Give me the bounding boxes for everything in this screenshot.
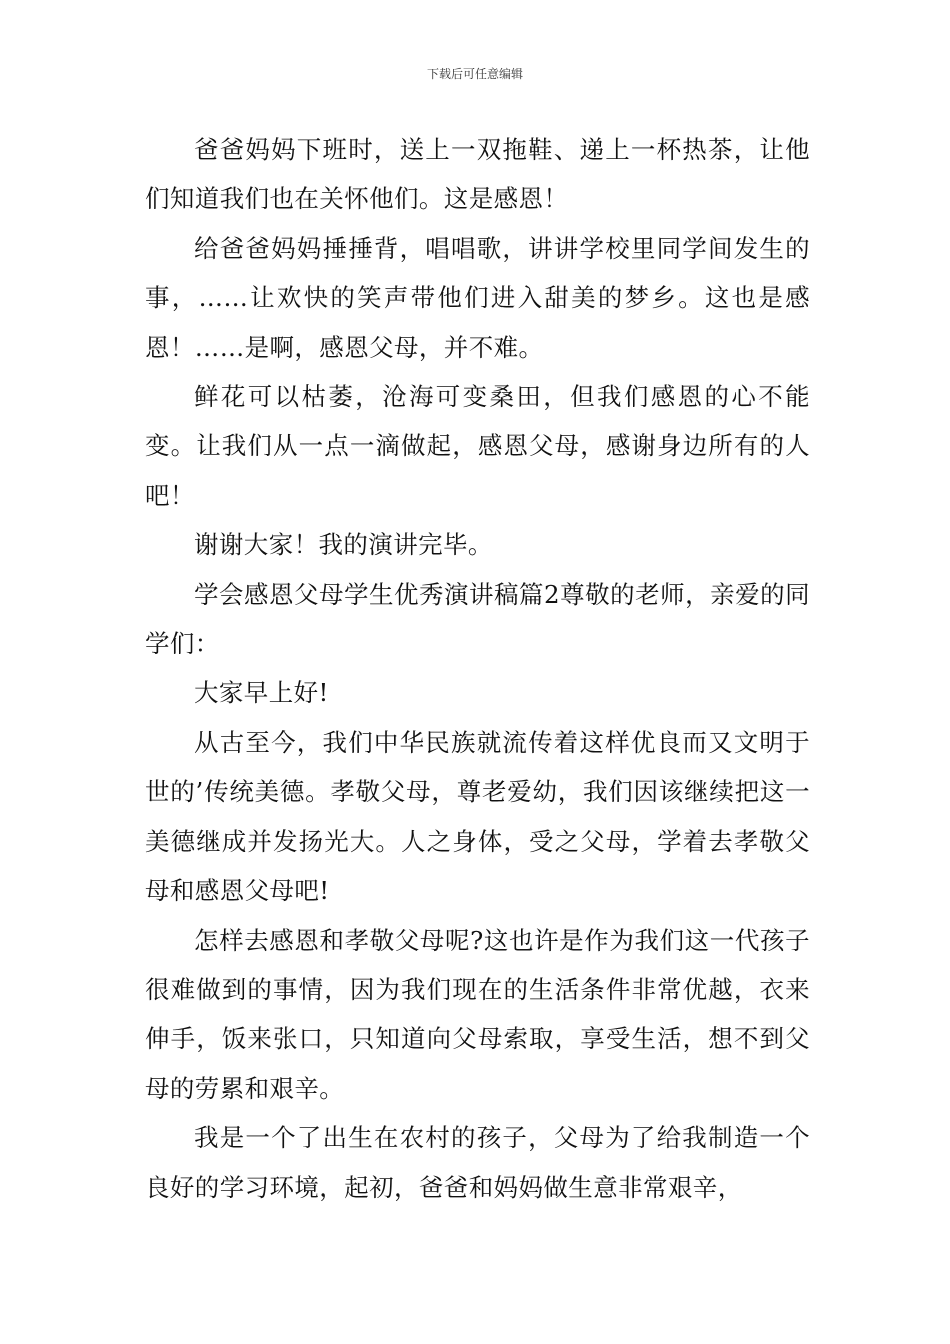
document-body [145,125,810,1212]
paragraph: 谢谢大家！我的演讲完毕。 [194,530,493,560]
paragraph: 从古至今，我们中华民族就流传着这样优良而又文明于世的’传统美德。孝敬父母，尊老爱幼，我们因该继续把这一美德继成并发扬光大。人之身体，受之父母，学着去孝敬父母和感恩父母吧! [145,727,810,906]
paragraph: 学会感恩父母学生优秀演讲稿篇2尊敬的老师，亲爱的同学们： [145,579,810,659]
paragraph: 我是一个了出生在农村的孩子，父母为了给我制造一个良好的学习环境，起初，爸爸和妈妈做生意非常艰辛， [145,1123,810,1202]
paragraph: 怎样去感恩和孝敬父母呢?这也许是作为我们这一代孩子很难做到的事情，因为我们现在的生活条件非常优越，衣来伸手，饭来张口，只知道向父母索取，享受生活，想不到父母的劳累和艰辛。 [145,925,810,1103]
page-header: 下载后可任意编辑 [426,67,523,81]
paragraph: 爸爸妈妈下班时，送上一双拖鞋、递上一杯热茶，让他们知道我们也在关怀他们。这是感恩！ [145,135,810,214]
paragraph: 大家早上好! [194,678,329,708]
paragraph: 鲜花可以枯萎，沧海可变桑田，但我们感恩的心不能变。让我们从一点一滴做起，感恩父母，感谢身边所有的人吧！ [145,382,810,510]
paragraph: 给爸爸妈妈捶捶背，唱唱歌，讲讲学校里同学间发生的事，……让欢快的笑声带他们进入甜美的梦乡。这也是感恩！……是啊，感恩父母，并不难。 [145,233,810,362]
